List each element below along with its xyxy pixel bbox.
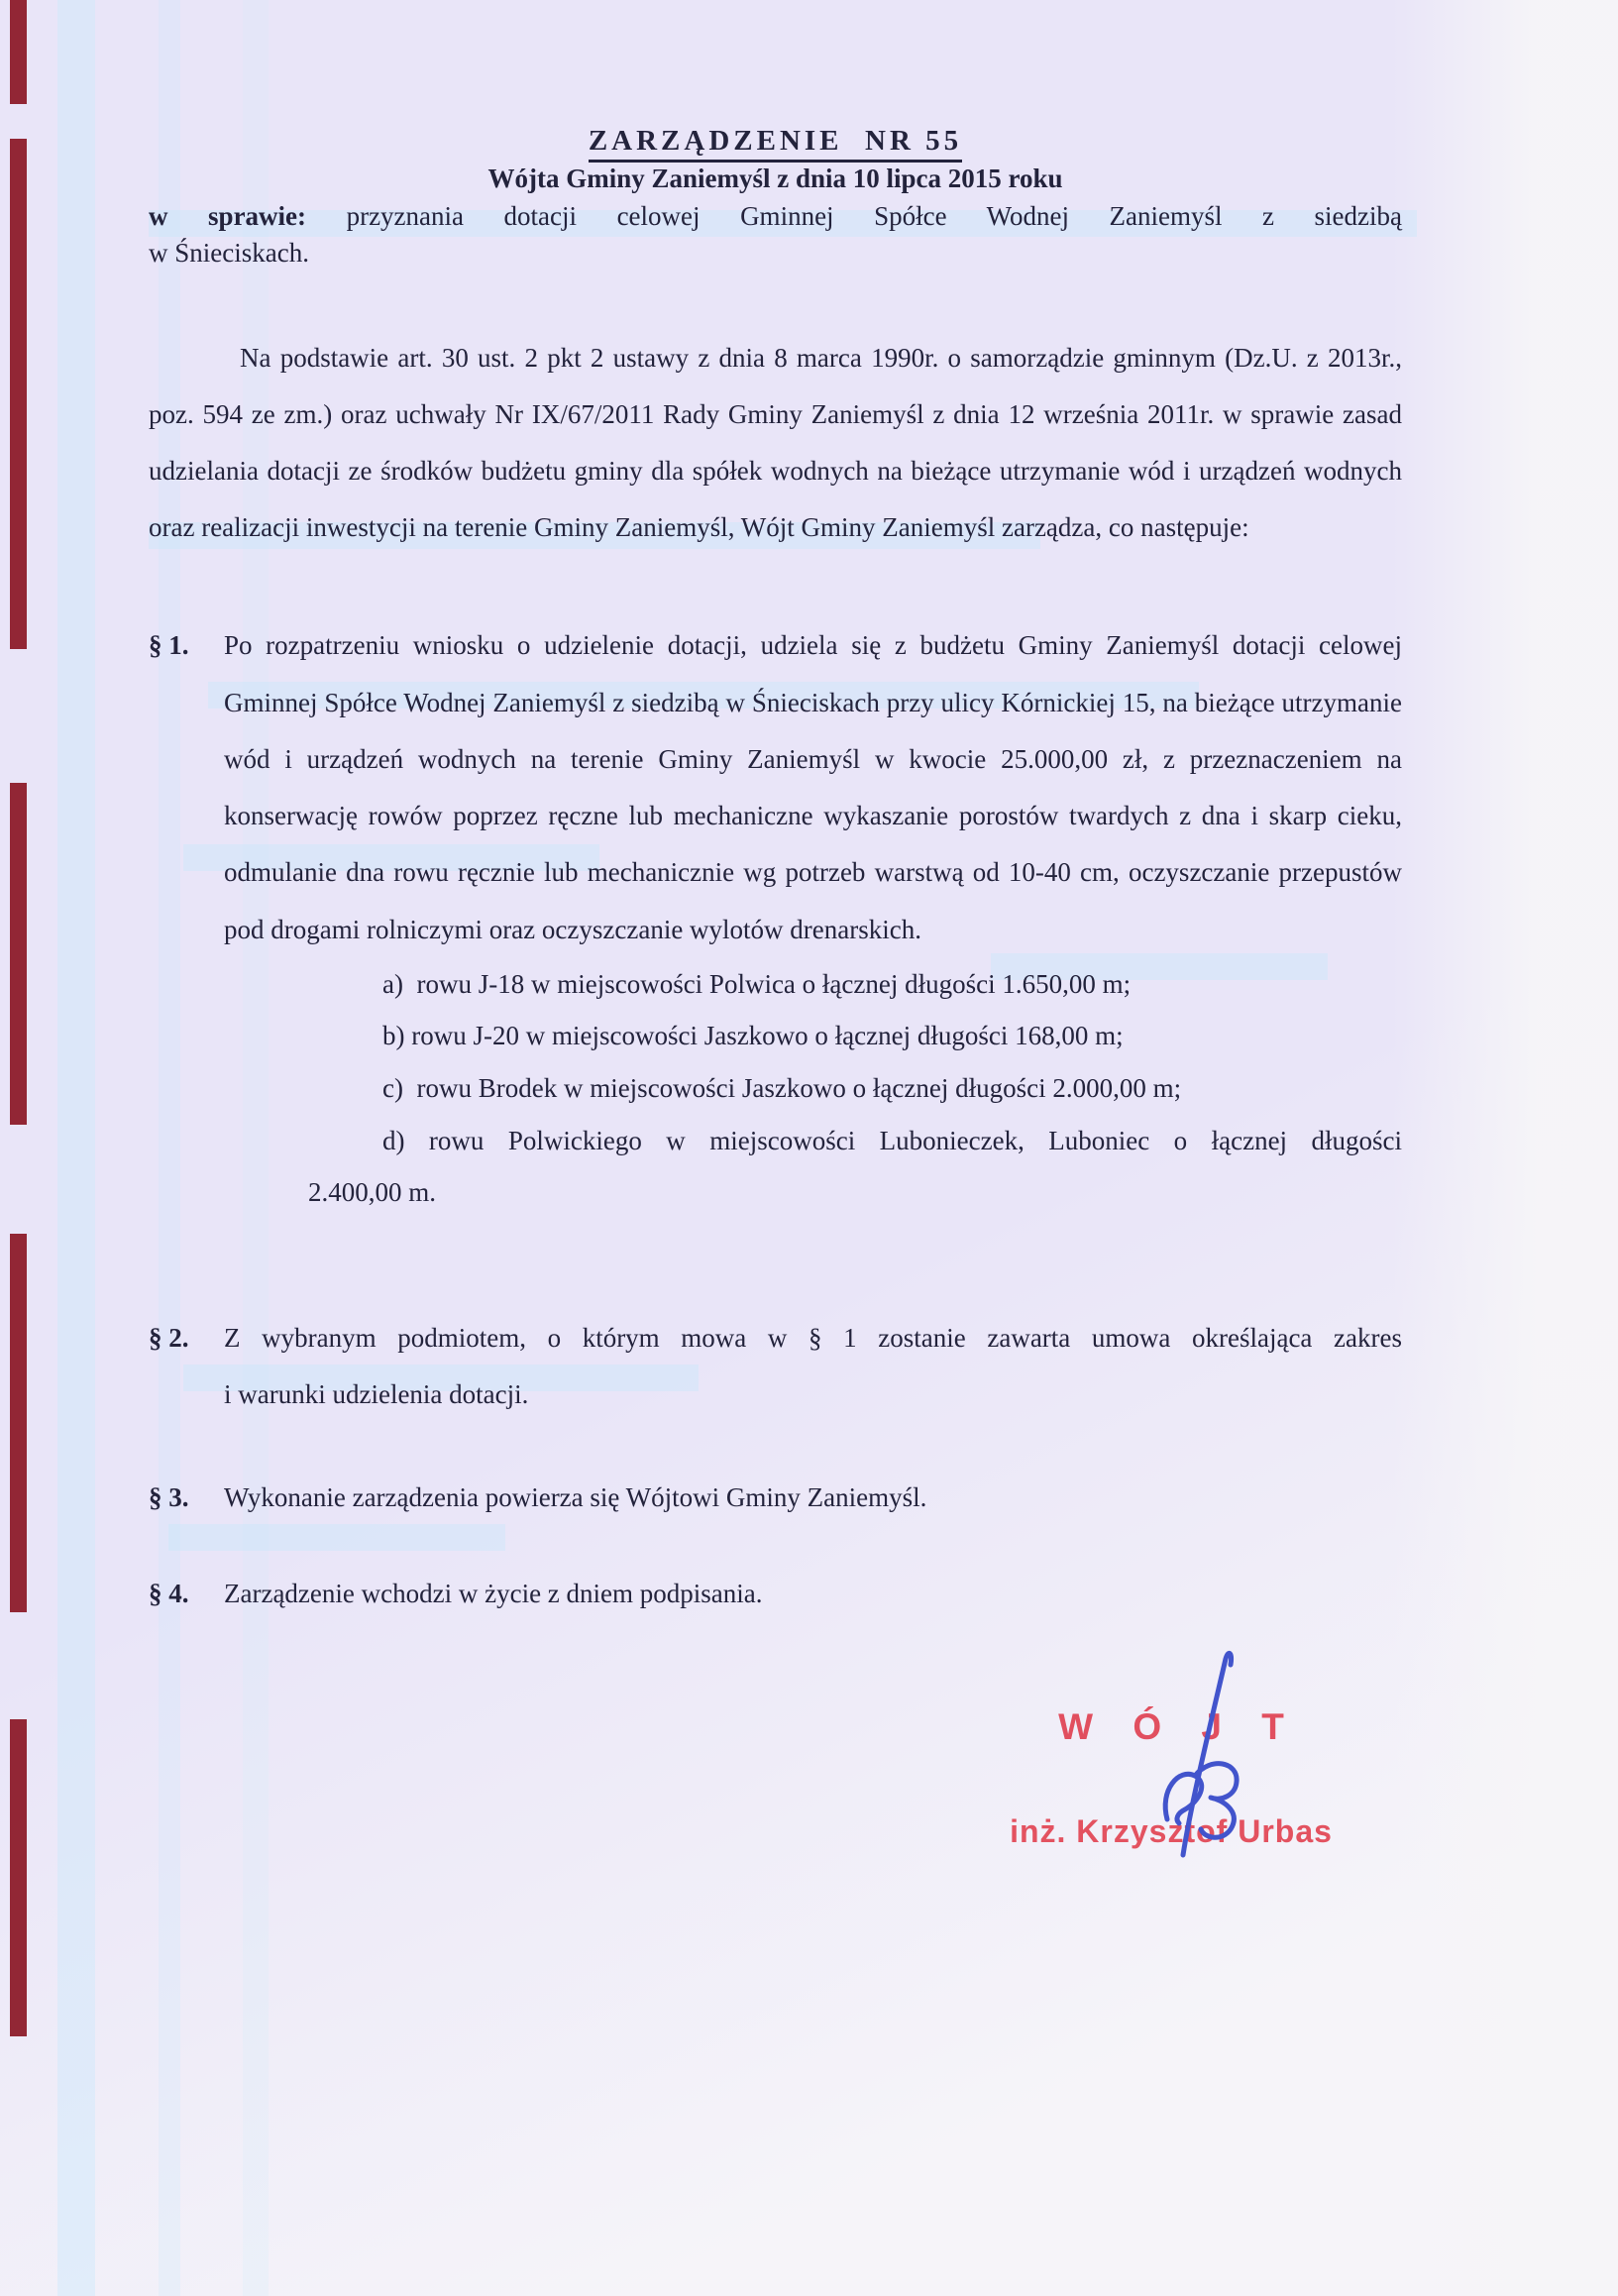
section-1 — [149, 617, 1402, 1219]
section-3-body: Wykonanie zarządzenia powierza się Wójtowi Gminy Zaniemyśl. — [224, 1481, 927, 1512]
list-item-b: b) rowu J-20 w miejscowości Jaszkowo o łącznej długości 168,00 m; — [382, 1021, 1124, 1051]
mayor-stamp-title: W Ó J T — [1058, 1706, 1299, 1747]
list-item-a: a) rowu J-18 w miejscowości Polwica o łącznej długości 1.650,00 m; — [382, 968, 1132, 999]
mayor-stamp-name: inż. Krzysztof Urbas — [1010, 1813, 1333, 1849]
legal-preamble: Na podstawie art. 30 ust. 2 pkt 2 ustawy z dnia 8 marca 1990r. o samorządzie gminnym (Dz.U. z 2013r., poz. 594 ze zm.) oraz uchwały Nr IX/67/2011 Rady Gminy Zaniemyśl z dnia 12 września 2011r. w sprawie zasad udzielania dotacji ze środków budżetu gminy dla spółek wodnych na bieżące utrzymanie wód i urządzeń wodnych oraz realizacji inwestycji na terenie Gminy Zaniemyśl, Wójt Gminy Zaniemyśl zarządza, co następuje: — [149, 342, 1402, 543]
subject-line-2: w Śnieciskach. — [149, 238, 309, 269]
section-1-text: Po rozpatrzeniu wniosku o udzielenie dotacji, udziela się z budżetu Gminy Zaniemyśl dotacji celowej Gminnej Spółce Wodnej Zaniemyśl z siedzibą w Śnieciskach przy ulicy Kórnickiej 15, na bieżące utrzymanie wód i urządzeń wodnych na terenie Gminy Zaniemyśl w kwocie 25.000,00 zł, z przeznaczeniem na konserwację rowów poprzez ręczne lub mechaniczne wykaszanie porostów twardych z dna i skarp cieku, odmulanie dna rowu ręcznie lub mechanicznie wg potrzeb warstwą od 10-40 cm, oczyszczanie przepustów pod drogami rolniczymi oraz oczyszczanie wylotów drenarskich. — [224, 630, 1402, 944]
section-2-line-2: i warunki udzielenia dotacji. — [224, 1379, 529, 1410]
section-4-marker: § 4. — [149, 1578, 189, 1608]
section-2-body — [224, 1310, 1402, 1423]
document-subtitle: Wójta Gminy Zaniemyśl z dnia 10 lipca 2015 roku — [487, 164, 1063, 193]
subject-label: w sprawie: — [149, 201, 307, 231]
section-1-body — [224, 617, 1402, 1219]
section-3 — [149, 1470, 1402, 1526]
list-item-c: c) rowu Brodek w miejscowości Jaszkowo o łącznej długości 2.000,00 m; — [382, 1073, 1182, 1104]
list-item-d-continuation: 2.400,00 m. — [308, 1177, 437, 1208]
list-item-d: d) rowu Polwickiego w miejscowości Lubonieczek, Luboniec o łącznej długości — [382, 1125, 1402, 1155]
signature-block — [999, 1706, 1344, 1850]
page-title — [149, 125, 1402, 158]
section-3-marker: § 3. — [149, 1481, 189, 1512]
section-4 — [149, 1566, 1402, 1622]
section-2-marker: § 2. — [149, 1323, 189, 1354]
section-4-body: Zarządzenie wchodzi w życie z dniem podpisania. — [224, 1578, 763, 1608]
subject-line — [149, 198, 1402, 235]
section-1-marker: § 1. — [149, 630, 189, 661]
title-text: ZARZĄDZENIE NR 55 — [589, 125, 962, 163]
subject-text: przyznania dotacji celowej Gminnej Spółce Wodnej Zaniemyśl z siedzibą — [346, 201, 1402, 231]
section-2 — [149, 1310, 1402, 1423]
section-2-line-1: Z wybranym podmiotem, o którym mowa w § 1 zostanie zawarta umowa określająca zakres — [224, 1323, 1402, 1354]
scan-edge-mark — [10, 1719, 27, 2036]
